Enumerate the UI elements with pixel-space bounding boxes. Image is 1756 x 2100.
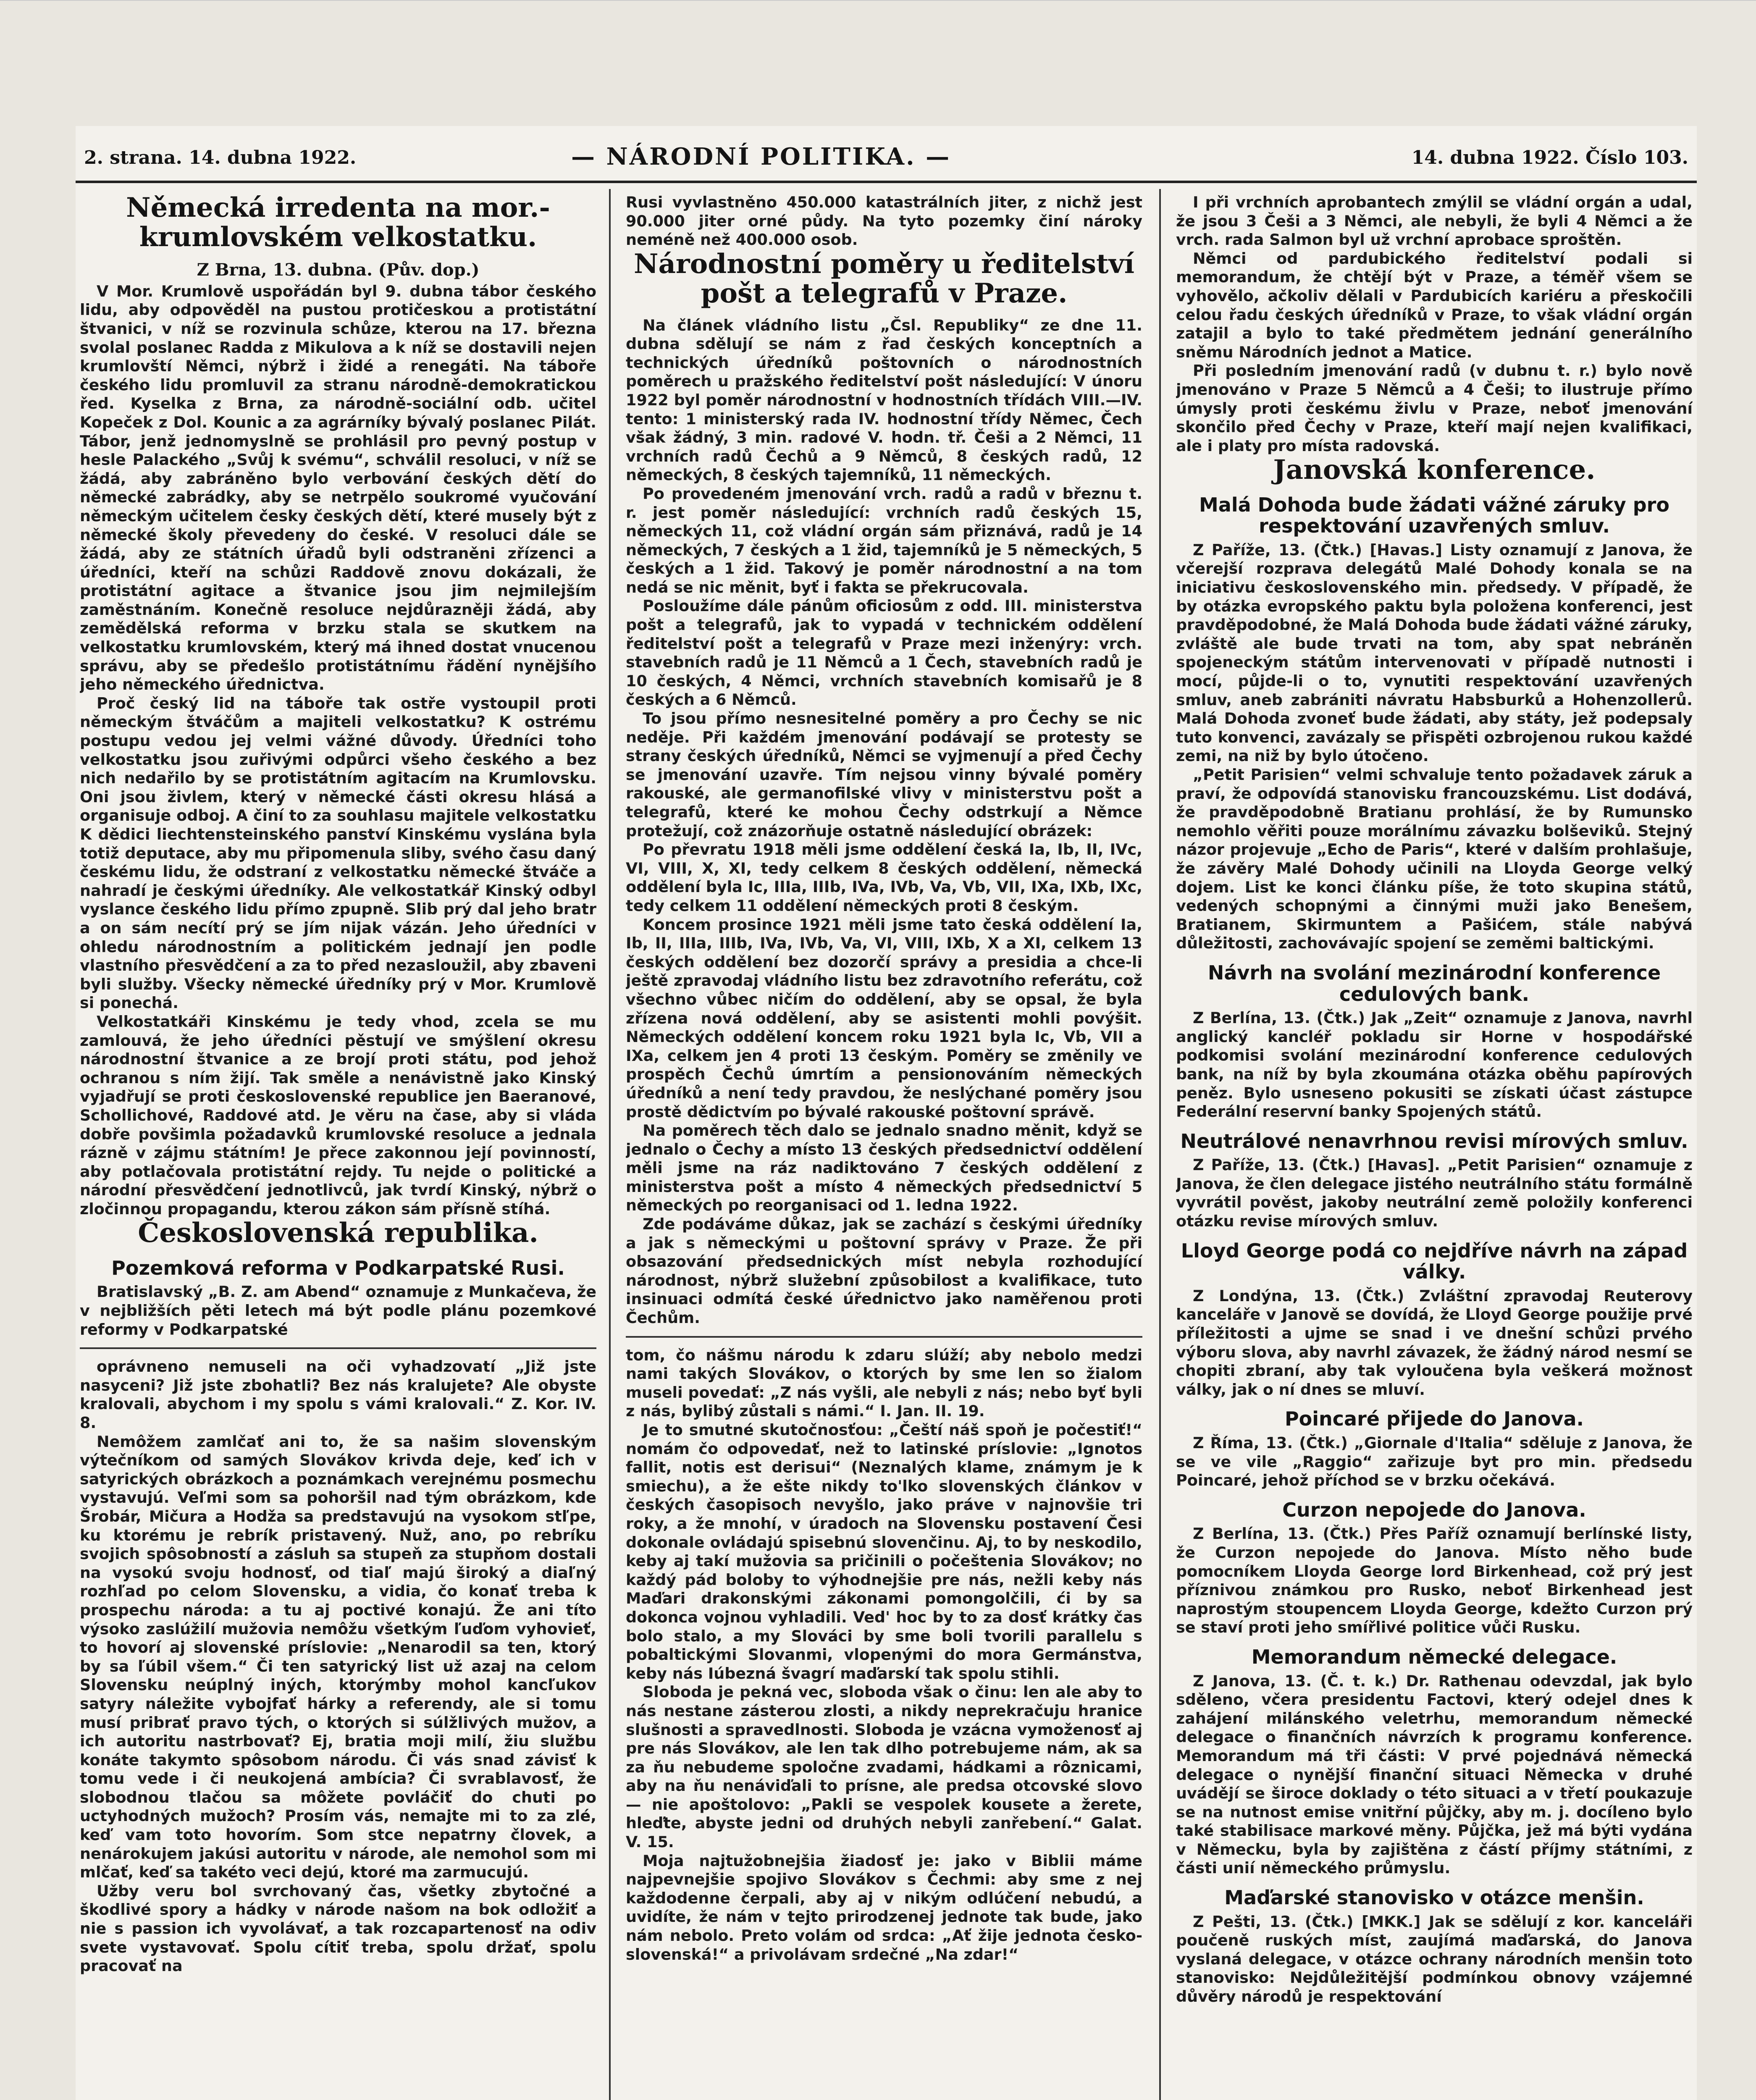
article-paragraph: Moja najtužobnejšia žiadosť je: jako v Biblii máme najpevnejšie spojivo Slovákov s Čechmi: aby sme z nej každodenne čerpali, aby aj v nikým odlúčení nebudú, a uvidíte, že nám v tejto prirodzenej jednote tak bude, jako nám nebolo. Preto volám od srdca: „Ať žije jednota česko-slovenská!“ a privolávam srdečné „Na zdar!“ bbox=[626, 1851, 1142, 1964]
article-subheadline: Lloyd George podá co nejdříve návrh na západ války. bbox=[1181, 1239, 1688, 1284]
section-divider bbox=[626, 1336, 1142, 1338]
article-headline: Československá republika. bbox=[138, 1217, 538, 1249]
article-paragraph: Němci od pardubického ředitelství podali si memorandum, že chtějí být v Praze, a téměř všem se vyhovělo, ačkoliv dělali v Pardubicích kariéru a přeskočili celou řadu českých úředníků v Praze, to však vládní orgán zatajil a bylo to také předmětem jednání generálního sněmu Národních jednot a Matice. bbox=[1176, 249, 1693, 361]
article-paragraph: Z Paříže, 13. (Čtk.) [Havas]. „Petit Parisien“ oznamuje z Janova, že člen delegace jistého neutrálního státu formálně vyvrátil pověst, jakoby neutrální země položily konferenci otázku revise mírových smluv. bbox=[1176, 1156, 1693, 1231]
article-dateline: Z Brna, 13. dubna. (Pův. dop.) bbox=[197, 260, 480, 280]
section-divider bbox=[80, 1347, 596, 1349]
article-paragraph: Užby veru bol svrchovaný čas, všetky zbytočné a škodlivé spory a hádky v národe našom na bok odložiť a nie s passion ich vyvolávať, a tak rozcapartenosť na odiv svete vystavovať. Spolu cítiť treba, spolu držať, spolu pracovať na bbox=[80, 1882, 596, 1975]
article-paragraph: Po převratu 1918 měli jsme oddělení česká Ia, Ib, II, IVc, VI, VIII, X, XI, tedy celkem 8 českých oddělení, německá oddělení byla Ic, IIIa, IIIb, IVa, IVb, Va, Vb, VII, IXa, IXb, IXc, tedy celkem 11 oddělení německých proti 8 českým. bbox=[626, 840, 1142, 915]
article-headline: Janovská konference. bbox=[1273, 454, 1596, 486]
article-paragraph: Při posledním jmenování radů (v dubnu t. r.) bylo nově jmenováno v Praze 5 Němců a 4 Češi; to ilustruje přímo úmysly proti českému živlu v Praze, neboť jmenování skončilo před Čechy v Praze, kteří mají nejen kvalifikaci, ale i platy pro místa radovská. bbox=[1176, 362, 1693, 455]
masthead bbox=[76, 143, 1697, 176]
article-paragraph: V Mor. Krumlově uspořádán byl 9. dubna tábor českého lidu, aby odpověděl na pustou protičeskou a protistátní štvanici, v níž se rozvinula schůze, kterou na 17. března svolal poslanec Radda z Mikulova a k níž se dostavili nejen krumlovští Němci, nýbrž i židé a renegáti. Na táboře českého lidu promluvil za stranu národně-demokratickou řed. Kyselka z Brna, za národně-sociální odb. učitel Kopeček z Dol. Kounic a za agrárníky bývalý poslanec Pilát. Tábor, jenž jednomyslně se prohlásil pro pevný postup v hesle Palackého „Svůj k svému“, schválil resoluci, v níž se žádá, aby zabráněno bylo verbování českých dětí do německé zabrádky, aby se netrpělo soukromé vyučování německým učitelem česky českých dětí, které musely být z německé školy převedeny do české. V resoluci dále se žádá, aby ze státních úřadů byli odstraněni zřízenci a úředníci, kteří na schůzi Raddově znovu dokázali, že protistátní agitace a štvanice jsou jim nejmilejším zaměstnáním. Konečně resoluce nejdůrazněji žádá, aby zemědělská reforma v brzku stala se skutkem na velkostatku krumlovském, který má ihned dostat vnucenou správu, aby se předešlo protistátnímu řádění nynějšího jeho německého úřednictva. bbox=[80, 282, 596, 694]
article-subheadline: Memorandum německé delegace. bbox=[1251, 1645, 1617, 1668]
page-number-date: 2. strana. 14. dubna 1922. bbox=[84, 147, 357, 168]
article-subheadline: Poincaré přijede do Janova. bbox=[1284, 1407, 1584, 1431]
article-subheadline: Neutrálové nenavrhnou revisi mírových smluv. bbox=[1180, 1129, 1688, 1152]
column-1 bbox=[80, 193, 596, 2100]
article-paragraph: Zde podáváme důkaz, jak se zachází s českými úředníky a jak s německými u poštovní správy v Praze. Že při obsazování předsednických míst nebyla rozhodující národnost, nýbrž služební způsobilost a kvalifikace, tuto insinuaci odmítá české úřednictvo jako naměřenou proti Čechům. bbox=[626, 1215, 1142, 1327]
article-paragraph: Na poměrech těch dalo se jednalo snadno měnit, když se jednalo o Čechy a místo 13 českých předsednictví oddělení měli jsme na ráz nadiktováno 7 českých oddělení z ministerstva pošt a místo 4 německých předsednictví 5 německých po reorganisaci od 1. ledna 1922. bbox=[626, 1121, 1142, 1215]
article-paragraph: Z Berlína, 13. (Čtk.) Přes Paříž oznamují berlínské listy, že Curzon nepojede do Janova. Místo něho bude pomocníkem Lloyda George lord Birkenhead, což prý jest příznivou známkou pro Rusko, neboť Birkenhead jest naprostým stoupencem Lloyda George, kdežto Curzon prý se staví proti jeho smířlivé politice vůči Rusku. bbox=[1176, 1525, 1693, 1637]
article-paragraph: Posloužíme dále pánům oficiosům z odd. III. ministerstva pošt a telegrafů, jak to vypadá v technickém oddělení ředitelství pošt a telegrafů v Praze mezi inženýry: vrch. stavebních radů je 11 Němců a 1 Čech, stavebních radů je 10 českých, 4 Němci, vrchních stavebních komisařů je 8 českých a 6 Němců. bbox=[626, 597, 1142, 709]
header-rule bbox=[76, 181, 1697, 183]
column-rule bbox=[1159, 189, 1161, 2100]
article-headline: Německá irredenta na mor.-krumlovském velkostatku. bbox=[126, 193, 550, 253]
scan-edge bbox=[0, 0, 1756, 1]
article-paragraph: „Petit Parisien“ velmi schvaluje tento požadavek záruk a praví, že odpovídá stanovisku francouzskému. List dodává, že pravděpodobně Bratianu prohlásí, že by Rumunsko nemohlo věřiti pouze morálnímu závazku bolševiků. Stejný názor projevuje „Echo de Paris“, které v dalším prohlašuje, že závěry Malé Dohody učinili na Lloyda George velký dojem. List ke konci článku píše, že toto skupina států, vedených schopnými a činnými muži jako Benešem, Bratianem, Skirmuntem a Pašićem, stále nabývá důležitosti, zachovávajíc spojení se zeměmi baltickými. bbox=[1176, 766, 1693, 953]
article-paragraph: To jsou přímo nesnesitelné poměry a pro Čechy se nic neděje. Při každém jmenování podávají se protesty se strany českých úředníků, Němci se vyjmenují a před Čechy se jmenování uzavře. Tím nejsou vinny bývalé poměry rakouské, ale germanofilské vlivy v ministerstvu pošt a telegrafů, které ke mohou Čechy odstrkují a Němce protežují, což znázorňuje ostatně následující obrázek: bbox=[626, 709, 1142, 840]
article-paragraph: Je to smutné skutočnosťou: „Čeští náš spoň je počestiť!“ nomám čo odpovedať, než to latinské príslovie: „Ignotos fallit, notis est derisui“ (Neznalých klame, známym je k smiechu), a že ešte nikdy to'lko slovenských článkov v českých časopisoch nevyšlo, jako práve v najnovšie tri roky, a že mnohí, v úradoch na Slovensku postavení Česi dokonale ovládajú spisebnú slovenčinu. Aj, to by neskodilo, keby aj takí mužovia sa pričinili o počeštenia Slovákov; no každý pád boloby to výhodnejšie pre nás, nežli keby nás Maďari drakonskými zákonami pomongolčili, ći by sa dokonca vojnou vyhladili. Ved' hoc by to za dosť krátky čas bolo stalo, a my Slováci by sme boli tvorili parallelu s pobaltickými Slovanmi, vlopenými do mora Germánstva, keby nás Iúbezná švagrí maďarskí tak spolu stihli. bbox=[626, 1421, 1142, 1683]
article-subheadline: Maďarské stanovisko v otázce menšin. bbox=[1224, 1886, 1644, 1909]
article-subheadline: Pozemková reforma v Podkarpatské Rusi. bbox=[111, 1256, 565, 1279]
article-headline: Národnostní poměry u ředitelství pošt a telegrafů v Praze. bbox=[633, 248, 1135, 310]
newspaper-page bbox=[76, 126, 1697, 2100]
article-paragraph: Z Londýna, 13. (Čtk.) Zvláštní zpravodaj Reuterovy kanceláře v Janově se dovídá, že Lloyd George použije prvé příležitosti a ujme se snad i ve dnešní schůzi prvého výboru slova, aby navrhl závazek, že žádný národ nesmí se chopiti zbraní, aby tak vyloučena byla veškerá možnost války, jak o ní dnes se mluví. bbox=[1176, 1286, 1693, 1399]
article-paragraph: Bratislavský „B. Z. am Abend“ oznamuje z Munkačeva, že v nejbližších pěti letech má být podle plánu pozemkové reformy v Podkarpatské bbox=[80, 1283, 596, 1339]
article-paragraph: Na článek vládního listu „Čsl. Republiky“ ze dne 11. dubna sdělují se nám z řad českých konceptních a technických úředníků poštovních o národnostních poměrech u pražského ředitelství pošt následující: V únoru 1922 byl poměr národnostní v hodnostních třídách VIII.—IV. tento: 1 ministerský rada IV. hodnostní třídy Němec, Čech však žádný, 3 min. radové V. hodn. tř. Češi a 2 Němci, 11 vrchních radů Čechů a 9 Němců, 8 českých radů, 12 německých, 8 českých tajemníků, 11 německých. bbox=[626, 316, 1142, 484]
article-paragraph: oprávneno nemuseli na oči vyhadzovatí „Již jste nasyceni? Již jste zbohatli? Bez nás kralujete? Ale obyste kralovali, abychom i my spolu s vámi kralovali.“ Z. Kor. IV. 8. bbox=[80, 1357, 596, 1432]
column-2 bbox=[626, 193, 1142, 2100]
article-paragraph: Proč český lid na táboře tak ostře vystoupil proti německým štváčům a majiteli velkostatku? K ostrému postupu vedou jej velmi vážné důvody. Úředníci toho velkostatku jsou zuřivými odpůrci všeho českého a bez nich nedařilo by se protistátním agitacím na Krumlovsku. Oni jsou živlem, který v německé části okresu hlásá a organisuje odboj. A činí to za souhlasu majitele velkostatku K dědici liechtensteinského panství Kinskému vyslána byla totiž deputace, aby mu připomenula sliby, svého času daný českému lidu, že odstraní z velkostatku německé štváče a nahradí je českými úředníky. Ale velkostatkář Kinský odbyl vyslance českého lidu přímo zpupně. Slib prý dal jeho bratr a on sám necítí prý se jím nijak vázán. Jeho úředníci v ohledu národnostním a politickém jednají jen podle vlastního přesvědčení a za to před nezasloužil, aby zbaveni byli služby. Všecky německé úředníky prý v Mor. Krumlově si ponechá. bbox=[80, 694, 596, 1012]
article-paragraph: Nemôžem zamlčať ani to, že sa našim slovenským výtečníkom od samých Slovákov krivda deje, keď ich v satyrických obrázkoch a poznámkach verejnému posmechu vystavujú. Veľmi som sa pohoršil nad tým obrázkom, kde Šrobár, Mičura a Hodža sa predstavujú na vysokom stľpe, ku ktorému je rebrík pristavený. Nuž, ano, po rebríku svojich spôsobností a zásluh sa stupeň za stupňom dostali na vysokú svoju hodnosť, od tiaľ majú široký a diaľný rozhľad po celom Slovensku, a vidia, čo konať treba k prospechu národa: a tu aj poctivé konajú. Že ani títo výsoko zaslúžilí mužovia nemôžu všetkým ľuďom vyhovieť, to hovorí aj slovenské príslovie: „Nenarodil sa ten, ktorý by sa ľúbil všem.“ Či ten satyrický list už azaj na celom Slovensku neúplný iných, ktorýmby mohol kancľukov satyry náležite vybojfať hárky a referendy, ale si tomu musí pribrať pravo tých, o ktorých si súlžlivých mužov, a ich autoritu nastrbovať? Ej, bratia moji milí, žiu službu konáte takymto spôsobom národu. Či vás snad závisť k tomu vede i či neukojená ambícia? Či svrablavosť, že slobodnou tlačou sa môžete povláčiť do chuti po uctyhodných mužoch? Prosím vás, nemajte mi to za zlé, keď vam toto hovorím. Som stce nepatrny človek, a nenárokujem jakúsi autoritu v národe, ale nemohol som mi mlčať, keď sa takéto veci dejú, ktoré ma zarmucujú. bbox=[80, 1432, 596, 1882]
article-subheadline: Curzon nepojede do Janova. bbox=[1282, 1498, 1586, 1521]
article-paragraph: Z Pešti, 13. (Čtk.) [MKK.] Jak se sdělují z kor. kanceláři poučeně ruských míst, zaujímá maďarská, do Janova vyslaná delegace, v otázce ochrany národních menšin toto stanovisko: Nejdůležitější podmínkou obnovy vzájemné důvěry národů je respektování bbox=[1176, 1912, 1693, 2006]
article-paragraph: I při vrchních aprobantech zmýlil se vládní orgán a udal, že jsou 3 Češi a 3 Němci, ale nebyli, že byli 4 Němci a že vrch. rada Salmon byl už vrchní aprobace sproštěn. bbox=[1176, 193, 1693, 249]
column-rule bbox=[609, 189, 611, 2100]
article-paragraph: Po provedeném jmenování vrch. radů a radů v březnu t. r. jest poměr následující: vrchních radů českých 15, německých 11, což vládní orgán sám přiznává, radů je 14 německých, 7 českých a 1 žid, tajemníků je 5 německých, 5 českých a 1 žid. Takový je poměr národnostní a na tom nedá se nic měnit, byť i fakta se překrucovala. bbox=[626, 484, 1142, 596]
article-paragraph: Koncem prosince 1921 měli jsme tato česká oddělení Ia, Ib, II, IIIa, IIIb, IVa, IVb, Va, VI, VIII, IXb, X a XI, celkem 13 českých oddělení bez dozorčí správy a presidia a chce-li ještě zpravodaj vládního listu bez zdravotního referátu, což všechno vůbec ničím do oddělení, aby se opsal, že byla zřízena nová oddělení, aby se asistenti mohli povýšit. Německých oddělení koncem roku 1921 byla Ic, Vb, VII a IXa, celkem jen 4 proti 13 českým. Poměry se změnily ve prospěch Čechů úmrtím a pensionováním německých úředníků a není tedy pravdou, že neslýchané poměry jsou prostě dědictvím po bývalé rakouské poštovní správě. bbox=[626, 915, 1142, 1121]
article-paragraph: Velkostatkáři Kinskému je tedy vhod, zcela se mu zamlouvá, že jeho úředníci pěstují ve smýšlení okresu národnostní štvanice a ze brojí proti státu, pod jehož ochranou s ním žijí. Tak směle a nenávistně jako Kinský vyjadřují se proti československé republice jen Baeranové, Schollichové, Raddové atd. Je věru na čase, aby si vláda dobře povšimla požadavků krumlovské resoluce a jednala rázně v zájmu státním! Je přece zakonnou její povinností, aby potlačovala protistátní rejdy. Tu nejde o politické a národní přesvědčení jednotlivců, jak tvrdí Kinský, nýbrž o zločinnou propagandu, kterou zákon sám přísně stíhá. bbox=[80, 1012, 596, 1218]
article-paragraph: Sloboda je pekná vec, sloboda však o činu: len ale aby to nás nestane zásterou zlosti, a nikdy neprekračuju hranice slušnosti a spravedlnosti. Sloboda je vzácna vymoženosť aj pre nás Slovákov, ale len tak dlho potrebujeme nám, ak sa za ňu nebudeme spoločne zvadami, hádkami a rôznicami, aby na ňu nenáviďali to prísne, ale predsa otcovské slovo — nie apoštolovo: „Pakli se vespolek kousete a žerete, hleďte, abyste jedni od druhých nebyli zanřebení.“ Galat. V. 15. bbox=[626, 1683, 1142, 1851]
newspaper-title: — NÁRODNÍ POLITIKA. — bbox=[571, 143, 951, 171]
article-paragraph: Z Janova, 13. (Č. t. k.) Dr. Rathenau odevzdal, jak bylo sděleno, včera presidentu Factovi, který odejel dnes k zahájení milánského veletrhu, memorandum německé delegace o finančních návrzích k programu konference. Memorandum má tři části: V prvé pojednává německá delegace o nynější finanční situaci Německa v druhé uvádějí se široce doklady o této situaci a v třetí poukazuje se na nutnost emise vnitřní půjčky, aby m. j. docíleno bylo také stabilisace markové měny. Půjčka, jež má býti vydána v Německu, byla by zajištěna z částí příjmy státními, z části unií německého průmyslu. bbox=[1176, 1672, 1693, 1877]
article-paragraph: Z Berlína, 13. (Čtk.) Jak „Zeit“ oznamuje z Janova, navrhl anglický kancléř pokladu sir Horne v hospodářské podkomisi svolání mezinárodní konference cedulových bank, na níž by byla zkoumána otázka oběhu papírových peněz. Bylo usneseno pokusiti se získati účast zástupce Federální reservní banky Spojených států. bbox=[1176, 1009, 1693, 1121]
article-subheadline: Malá Dohoda bude žádati vážné záruky pro respektování uzavřených smluv. bbox=[1199, 493, 1669, 538]
article-subheadline: Návrh na svolání mezinárodní konference cedulových bank. bbox=[1207, 961, 1661, 1005]
article-paragraph: Z Paříže, 13. (Čtk.) [Havas.] Listy oznamují z Janova, že včerejší rozprava delegátů Malé Dohody konala se na iniciativu československého min. předsedy. V případě, že by otázka evropského paktu byla položena konferenci, jest pravděpodobné, že Malá Dohoda bude žádati vážné záruky, zvláště ale bude trvati na tom, aby spat nebráněn spojeneckým státům intervenovati v případě nutnosti i mocí, půjde-li o to, vynutiti respektování uzavřených smluv, aneb zabrániti návratu Habsburků a Hohenzollerů. Malá Dohoda zvoneť bude žádati, aby státy, jež podepsaly tuto konvenci, zavázaly se přispěti ozbrojenou rukou každé zemi, na niž by bylo útočeno. bbox=[1176, 541, 1693, 765]
column-3 bbox=[1176, 193, 1693, 2100]
article-paragraph: Rusi vyvlastněno 450.000 katastrálních jiter, z nichž jest 90.000 jiter orné půdy. Na tyto pozemky činí nároky neméně než 400.000 osob. bbox=[626, 193, 1142, 249]
article-paragraph: tom, čo nášmu národu k zdaru slúží; aby nebolo medzi nami takých Slovákov, o ktorých by sme len so žialom museli povedať: „Z nás vyšli, ale nebyli z nás; nebo byť byli z nás, bylibý zůstali s námi.“ I. Jan. II. 19. bbox=[626, 1346, 1142, 1420]
article-paragraph: Z Říma, 13. (Čtk.) „Giornale d'Italia“ sděluje z Janova, že se ve vile „Raggio“ zařizuje byt pro min. předsedu Poincaré, jehož příchod se v brzku očekává. bbox=[1176, 1434, 1693, 1490]
issue-date-number: 14. dubna 1922. Číslo 103. bbox=[1411, 147, 1688, 168]
